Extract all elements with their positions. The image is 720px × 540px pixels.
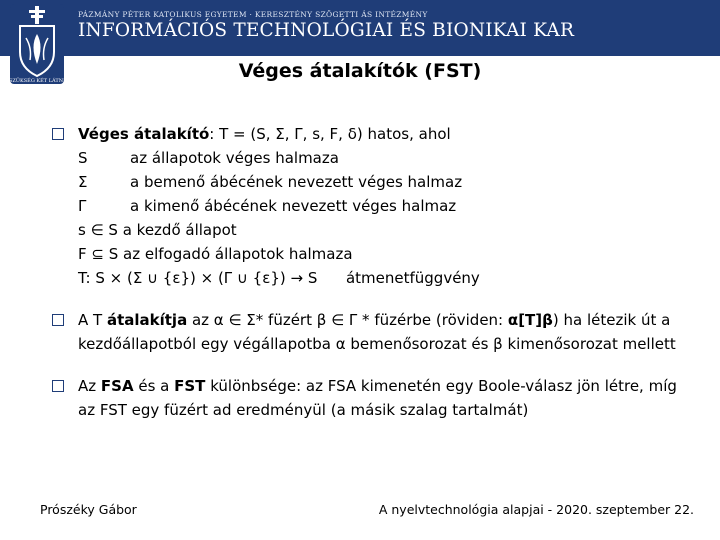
definition-line: s ∈ S a kezdő állapot — [78, 221, 237, 239]
header-banner — [0, 0, 720, 56]
checkbox-bullet-icon — [52, 314, 64, 326]
bullet-transduction — [52, 308, 692, 356]
slide-title: Véges átalakítók (FST) — [238, 60, 482, 82]
slide-content — [52, 122, 692, 422]
fsa-fst-text: Az FSA és a FST különbsége: az FSA kimenetén egy Boole-válasz jön létre, míg az FST egy füzért ad eredményül (a másik szalag tartalmát) — [78, 377, 677, 419]
faculty-name: INFORMÁCIÓS TECHNOLÓGIAI ÉS BIONIKAI KAR — [78, 20, 575, 41]
definition-intro: Véges átalakító: T = (S, Σ, Γ, s, F, δ) hatos, ahol — [78, 125, 451, 143]
checkbox-bullet-icon — [52, 128, 64, 140]
transduction-text: A T átalakítja az α ∈ Σ* füzért β ∈ Γ * füzérbe (röviden: α[T]β) ha létezik út a kezdőállapotból egy végállapotba α bemenősorozat és β kimenősorozat mellett — [78, 311, 676, 353]
transition-function-line: T: S × (Σ ∪ {ε}) × (Γ ∪ {ε}) → S átmenetfüggvény — [78, 269, 480, 287]
definition-line: Σ a bemenő ábécének nevezett véges halmaz — [78, 173, 463, 191]
definition-line: S az állapotok véges halmaza — [78, 149, 339, 167]
bullet-fsa-vs-fst — [52, 374, 692, 422]
bullet-definition — [52, 122, 692, 290]
crest-text: SZÜKSÉG KÉT LÁTNI — [8, 78, 66, 84]
footer-course: A nyelvtechnológia alapjai - 2020. szeptember 22. — [378, 502, 694, 517]
definition-line: F ⊆ S az elfogadó állapotok halmaza — [78, 245, 353, 263]
checkbox-bullet-icon — [52, 380, 64, 392]
footer-author: Prószéky Gábor — [40, 502, 137, 517]
definition-line: Γ a kimenő ábécének nevezett véges halmaz — [78, 197, 457, 215]
university-name: PÁZMÁNY PÉTER KATOLIKUS EGYETEM · KERESZTÉNY SZÖGETTI ÁS INTÉZMÉNY — [78, 10, 428, 19]
